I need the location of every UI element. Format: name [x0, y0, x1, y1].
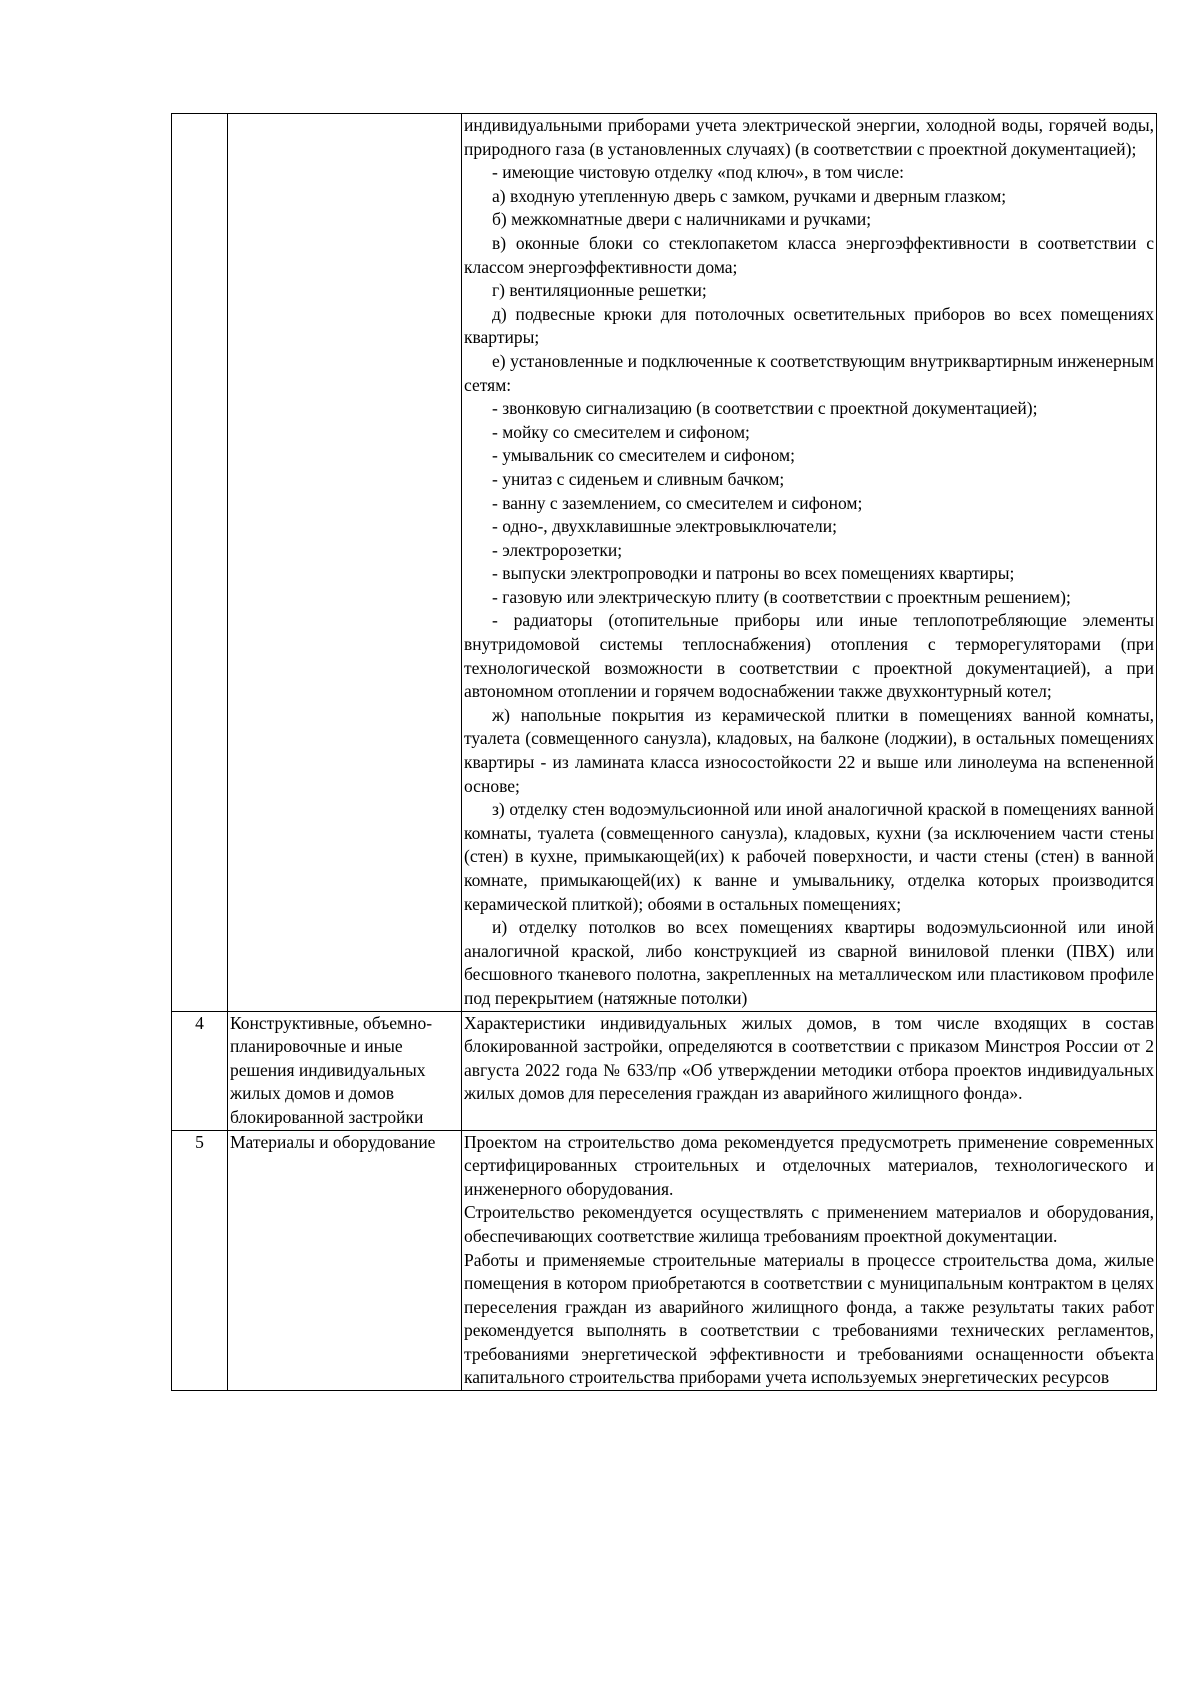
description-paragraph: - электророзетки; [492, 539, 623, 560]
row-description-cell [462, 1011, 1157, 1130]
description-paragraph: и) отделку потолков во всех помещениях квартиры водоэмульсионной или иной аналогичной краской, либо конструкцией из сварной виниловой пленки (ПВХ) или бесшовного тканевого полотна, закрепленных на металлическом или пластиковом профиле под перекрытием (натяжные потолки) [464, 917, 1154, 1008]
description-paragraph: Проектом на строительство дома рекомендуется предусмотреть применение современных сертифицированных строительных и отделочных материалов, технологического и инженерного оборудования. [464, 1131, 1154, 1199]
row-description-cell [462, 114, 1157, 1012]
description-paragraph: - звонковую сигнализацию (в соответствии с проектной документацией); [492, 398, 1038, 419]
description-paragraph: Характеристики индивидуальных жилых домов, в том числе входящих в состав блокированной застройки, определяются в соответствии с приказом Минстроя России от 2 августа 2022 года № 633/пр «Об утверждении методики отбора проектов индивидуальных жилых домов для переселения граждан из аварийного жилищного фонда». [464, 1012, 1154, 1104]
description-paragraph: - одно-, двухклавишные электровыключатели; [492, 516, 837, 537]
description-paragraph: индивидуальными приборами учета электрической энергии, холодной воды, горячей воды, природного газа (в установленных случаях) (в соответствии с проектной документацией); [464, 115, 1154, 159]
description-paragraph: - ванну с заземлением, со смесителем и сифоном; [492, 492, 863, 513]
row-title-cell [228, 114, 462, 1012]
description-paragraph: - унитаз с сиденьем и сливным бачком; [492, 468, 785, 489]
row-number-cell [172, 114, 228, 1012]
description-paragraph: в) оконные блоки со стеклопакетом класса энергоэффективности в соответствии с классом энергоэффективности дома; [464, 232, 1154, 277]
description-paragraph: - выпуски электропроводки и патроны во всех помещениях квартиры; [492, 563, 1015, 584]
row-title-cell: Конструктивные, объемно-планировочные и иные решения индивидуальных жилых домов и домов блокированной застройки [228, 1011, 462, 1130]
description-paragraph: а) входную утепленную дверь с замком, ручками и дверным глазком; [492, 185, 1007, 206]
description-paragraph: Строительство рекомендуется осуществлять с применением материалов и оборудования, обеспечивающих соответствие жилища требованиям проектной документации. [464, 1202, 1154, 1246]
description-paragraph: б) межкомнатные двери с наличниками и ручками; [492, 209, 872, 230]
requirements-table-body [172, 114, 1157, 1391]
description-paragraph: з) отделку стен водоэмульсионной или иной аналогичной краской в помещениях ванной комнаты, туалета (совмещенного санузла), кладовых, кухни (за исключением части стены (стен) в кухне, примыкающей(их) к рабочей поверхности, и части стены (стен) в ванной комнате, примыкающей(их) к ванне и умывальнику, отделка которых производится керамической плиткой); обоями в остальных помещениях; [464, 799, 1154, 914]
requirements-table [171, 113, 1157, 1391]
row-description-cell [462, 1130, 1157, 1391]
table-row [172, 1011, 1157, 1130]
description-paragraph: Работы и применяемые строительные материалы в процессе строительства дома, жилые помещения в котором приобретаются в соответствии с муниципальным контрактом в целях переселения граждан из аварийного жилищного фонда, а также результаты таких работ рекомендуется выполнять в соответствии с требованиями технических регламентов, требованиями энергетической эффективности и требованиями оснащенности объекта капитального строительства приборами учета используемых энергетических ресурсов [464, 1249, 1154, 1388]
description-paragraph: - мойку со смесителем и сифоном; [492, 421, 750, 442]
row-number-cell: 5 [172, 1130, 228, 1391]
table-row [172, 114, 1157, 1012]
description-paragraph: д) подвесные крюки для потолочных осветительных приборов во всех помещениях квартиры; [464, 303, 1154, 348]
row-number-cell: 4 [172, 1011, 228, 1130]
description-paragraph: - радиаторы (отопительные приборы или иные теплопотребляющие элементы внутридомовой системы теплоснабжения) отопления с терморегуляторами (при технологической возможности в соответствии с проектной документацией), а при автономном отоплении и горячем водоснабжении также двухконтурный котел; [464, 610, 1154, 702]
description-paragraph: - имеющие чистовую отделку «под ключ», в том числе: [492, 162, 904, 183]
description-paragraph: ж) напольные покрытия из керамической плитки в помещениях ванной комнаты, туалета (совмещенного санузла), кладовых, на балконе (лоджии), в остальных помещениях квартиры - из ламината класса износостойкости 22 и выше или линолеума на вспененной основе; [464, 704, 1154, 796]
description-paragraph: - умывальник со смесителем и сифоном; [492, 445, 795, 466]
table-row [172, 1130, 1157, 1391]
description-paragraph: - газовую или электрическую плиту (в соответствии с проектным решением); [492, 586, 1071, 607]
description-paragraph: е) установленные и подключенные к соответствующим внутриквартирным инженерным сетям: [464, 350, 1154, 395]
description-paragraph: г) вентиляционные решетки; [492, 280, 707, 301]
row-title-cell: Материалы и оборудование [228, 1130, 462, 1391]
